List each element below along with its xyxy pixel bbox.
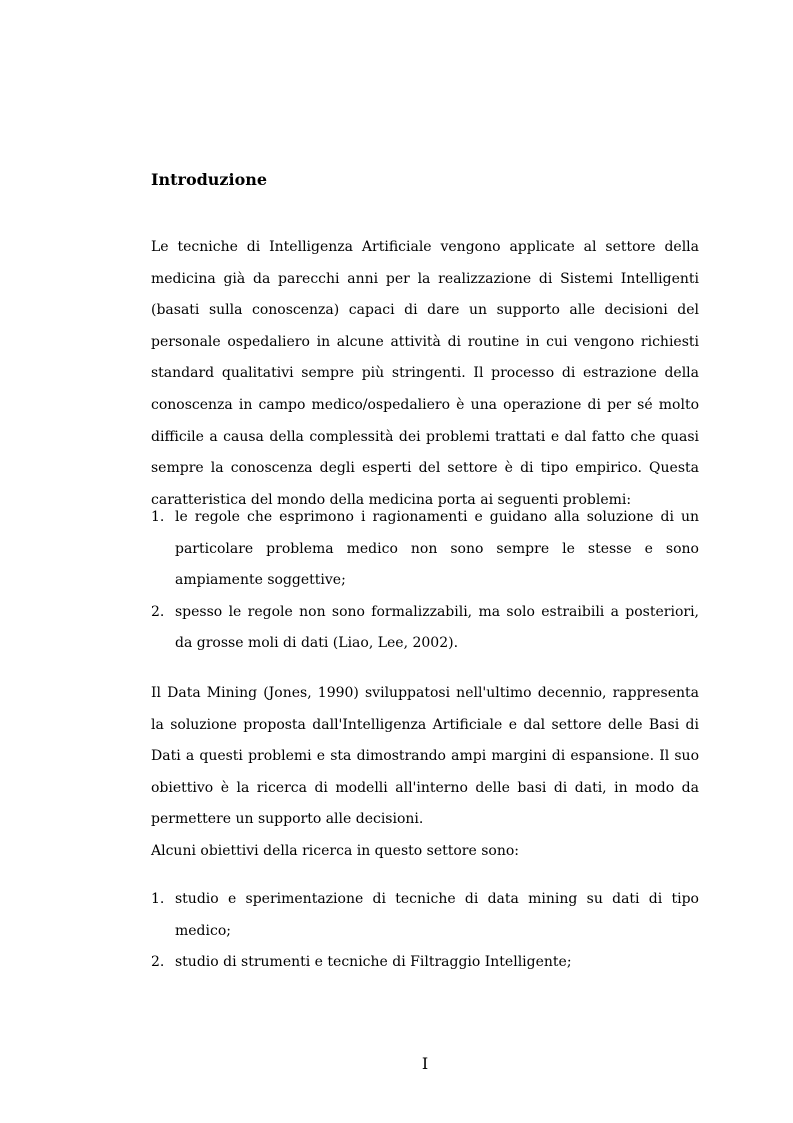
list-item [151, 947, 699, 979]
list-item [151, 597, 699, 660]
list-item [151, 884, 699, 947]
list-item-text: le regole che esprimono i ragionamenti e guidano alla soluzione di un particolare problema medico non sono sempre le stesse e sono ampiamente soggettive; [175, 509, 699, 589]
list-item-number: 1. [151, 509, 165, 525]
list-item-text: studio e sperimentazione di tecniche di data mining su dati di tipo medico; [175, 891, 699, 939]
list-item-number: 2. [151, 954, 165, 971]
data-mining-paragraph: Il Data Mining (Jones, 1990) sviluppatosi nell'ultimo decennio, rappresenta la soluzione proposta dall'Intelligenza Artificiale e dal settore delle Basi di Dati a questi problemi e sta dimostrando ampi margini di espansione. Il suo obiettivo è la ricerca di modelli all'interno delle basi di dati, in modo da permettere un supporto alle decisioni. [151, 685, 699, 828]
objectives-intro: Alcuni obiettivi della ricerca in questo settore sono: [151, 843, 519, 859]
list-item-text: studio di strumenti e tecniche di Filtraggio Intelligente; [175, 954, 572, 971]
problems-list [151, 502, 699, 660]
list-item [151, 502, 699, 597]
objectives-list [151, 884, 699, 979]
list-item-number: 1. [151, 891, 165, 907]
list-item-number: 2. [151, 603, 165, 620]
list-item-text: spesso le regole non sono formalizzabili, ma solo estraibili a posteriori, da grosse moli di dati (Liao, Lee, 2002). [175, 603, 699, 652]
page-number: I [421, 1054, 429, 1073]
section-heading: Introduzione [151, 170, 268, 189]
intro-paragraph: Le tecniche di Intelligenza Artificiale vengono applicate al settore della medicina già da parecchi anni per la realizzazione di Sistemi Intelligenti (basati sulla conoscenza) capaci di dare un supporto alle decisioni del personale ospedaliero in alcune attività di routine in cui vengono richiesti standard qualitativi sempre più stringenti. Il processo di estrazione della conoscenza in campo medico/ospedaliero è una operazione di per sé molto difficile a causa della complessità dei problemi trattati e dal fatto che quasi sempre la conoscenza degli esperti del settore è di tipo empirico. Questa caratteristica del mondo della medicina porta ai seguenti problemi: [151, 239, 699, 508]
